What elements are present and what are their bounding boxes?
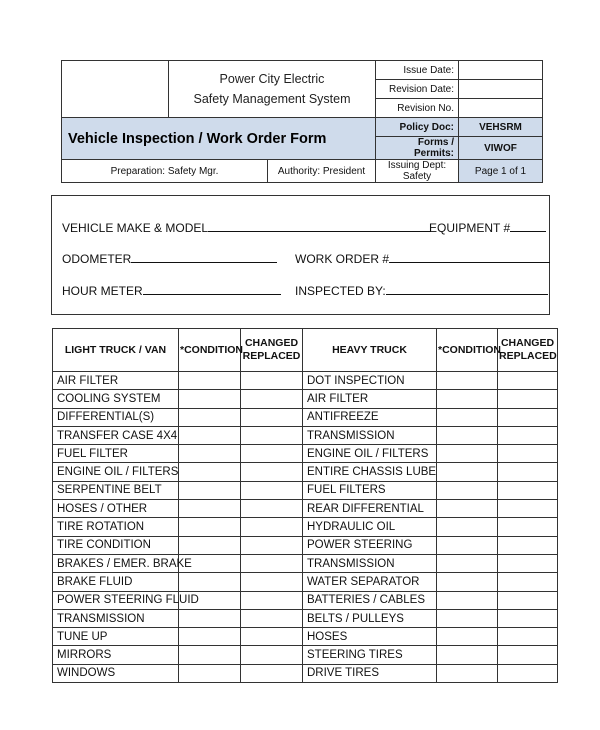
forms-permits-value: VIWOF — [459, 137, 543, 160]
table-row — [53, 372, 558, 390]
make-model-field[interactable] — [62, 219, 430, 235]
heavy-truck-item: BATTERIES / CABLES — [303, 591, 437, 609]
light-truck-item: TIRE CONDITION — [53, 536, 179, 554]
light-truck-item: HOSES / OTHER — [53, 500, 179, 518]
heavy-changed-cell[interactable] — [498, 591, 558, 609]
heavy-truck-item: DRIVE TIRES — [303, 664, 437, 682]
heavy-changed-cell[interactable] — [498, 445, 558, 463]
heavy-condition-cell[interactable] — [437, 500, 498, 518]
light-changed-cell[interactable] — [241, 664, 303, 682]
light-changed-cell[interactable] — [241, 481, 303, 499]
hour-meter-field[interactable] — [62, 282, 281, 298]
heavy-truck-item: BELTS / PULLEYS — [303, 609, 437, 627]
table-row — [53, 646, 558, 664]
company-cell — [169, 61, 376, 118]
light-truck-item: COOLING SYSTEM — [53, 390, 179, 408]
forms-permits-label: Forms / Permits: — [376, 137, 459, 160]
heavy-truck-item: AIR FILTER — [303, 390, 437, 408]
light-condition-cell[interactable] — [179, 372, 241, 390]
logo-cell — [62, 61, 169, 118]
heavy-condition-cell[interactable] — [437, 536, 498, 554]
table-row — [53, 536, 558, 554]
equipment-field[interactable] — [429, 219, 546, 235]
heavy-changed-cell[interactable] — [498, 390, 558, 408]
heavy-changed-cell[interactable] — [498, 628, 558, 646]
page-info: Page 1 of 1 — [459, 160, 543, 183]
heavy-condition-cell[interactable] — [437, 609, 498, 627]
light-condition-cell[interactable] — [179, 481, 241, 499]
heavy-truck-item: TRANSMISSION — [303, 554, 437, 572]
table-row — [53, 463, 558, 481]
form-title: Vehicle Inspection / Work Order Form — [62, 118, 376, 160]
light-condition-cell[interactable] — [179, 664, 241, 682]
table-row — [53, 390, 558, 408]
light-condition-cell[interactable] — [179, 646, 241, 664]
heavy-truck-item: HOSES — [303, 628, 437, 646]
work-order-label: WORK ORDER # — [295, 252, 390, 266]
light-changed-cell[interactable] — [241, 573, 303, 591]
light-truck-item: BRAKES / EMER. BRAKE — [53, 554, 179, 572]
table-row — [53, 609, 558, 627]
issuing-dept: Issuing Dept: Safety — [376, 160, 459, 183]
table-row — [53, 408, 558, 426]
heavy-truck-item: HYDRAULIC OIL — [303, 518, 437, 536]
inspection-body — [53, 372, 558, 683]
light-condition-cell[interactable] — [179, 609, 241, 627]
light-truck-item: TRANSMISSION — [53, 609, 179, 627]
heavy-truck-item: REAR DIFFERENTIAL — [303, 500, 437, 518]
heavy-truck-item: WATER SEPARATOR — [303, 573, 437, 591]
inspection-table — [52, 328, 558, 683]
inspection-header-row — [53, 329, 558, 372]
light-changed-cell[interactable] — [241, 628, 303, 646]
heavy-changed-cell[interactable] — [498, 463, 558, 481]
table-row — [53, 481, 558, 499]
light-changed-cell[interactable] — [241, 518, 303, 536]
light-truck-item: WINDOWS — [53, 664, 179, 682]
heavy-condition-cell[interactable] — [437, 554, 498, 572]
light-truck-item: MIRRORS — [53, 646, 179, 664]
odometer-label: ODOMETER — [62, 252, 132, 266]
light-changed-cell[interactable] — [241, 536, 303, 554]
work-order-field[interactable] — [295, 250, 550, 266]
heavy-changed-cell[interactable] — [498, 664, 558, 682]
light-changed-cell[interactable] — [241, 426, 303, 444]
heavy-truck-item: DOT INSPECTION — [303, 372, 437, 390]
light-changed-cell[interactable] — [241, 408, 303, 426]
light-condition-cell[interactable] — [179, 408, 241, 426]
revision-date-label: Revision Date: — [376, 80, 459, 99]
light-changed-cell[interactable] — [241, 372, 303, 390]
heavy-truck-item: ENTIRE CHASSIS LUBE — [303, 463, 437, 481]
table-row — [53, 591, 558, 609]
authority: Authority: President — [268, 160, 376, 183]
light-changed-cell[interactable] — [241, 445, 303, 463]
make-model-label: VEHICLE MAKE & MODEL — [62, 221, 209, 235]
light-truck-item: TUNE UP — [53, 628, 179, 646]
form-header — [61, 60, 543, 183]
light-truck-item: SERPENTINE BELT — [53, 481, 179, 499]
heavy-condition-cell[interactable] — [437, 463, 498, 481]
light-condition-cell[interactable] — [179, 463, 241, 481]
heavy-truck-item: FUEL FILTERS — [303, 481, 437, 499]
odometer-line[interactable] — [131, 250, 277, 263]
heavy-condition-cell[interactable] — [437, 591, 498, 609]
heavy-changed-cell[interactable] — [498, 518, 558, 536]
light-changed-cell[interactable] — [241, 554, 303, 572]
table-row — [53, 628, 558, 646]
heavy-truck-item: POWER STEERING — [303, 536, 437, 554]
issue-date-label: Issue Date: — [376, 61, 459, 80]
light-truck-item: BRAKE FLUID — [53, 573, 179, 591]
light-changed-cell[interactable] — [241, 390, 303, 408]
heavy-condition-cell[interactable] — [437, 390, 498, 408]
heavy-changed-cell[interactable] — [498, 500, 558, 518]
heavy-condition-cell[interactable] — [437, 646, 498, 664]
policy-doc-value: VEHSRM — [459, 118, 543, 137]
table-row — [53, 500, 558, 518]
hour-meter-label: HOUR METER — [62, 284, 143, 298]
light-condition-cell[interactable] — [179, 500, 241, 518]
light-condition-cell[interactable] — [179, 536, 241, 554]
heavy-condition-cell[interactable] — [437, 426, 498, 444]
table-row — [53, 573, 558, 591]
odometer-field[interactable] — [62, 250, 277, 266]
revision-no-value[interactable] — [459, 99, 543, 118]
policy-doc-label: Policy Doc: — [376, 118, 459, 137]
heavy-condition-cell[interactable] — [437, 664, 498, 682]
light-truck-item: DIFFERENTIAL(S) — [53, 408, 179, 426]
light-condition-cell[interactable] — [179, 426, 241, 444]
light-truck-item: POWER STEERING FLUID — [53, 591, 179, 609]
heavy-changed-cell[interactable] — [498, 646, 558, 664]
heavy-changed-cell[interactable] — [498, 609, 558, 627]
light-truck-item: FUEL FILTER — [53, 445, 179, 463]
make-model-line[interactable] — [208, 219, 430, 232]
issue-date-value[interactable] — [459, 61, 543, 80]
heavy-condition-cell[interactable] — [437, 408, 498, 426]
system-name: Safety Management System — [193, 92, 351, 106]
heavy-truck-item: ANTIFREEZE — [303, 408, 437, 426]
col-heavy-changed: CHANGED REPLACED — [498, 329, 558, 372]
heavy-changed-cell[interactable] — [498, 372, 558, 390]
light-truck-item: ENGINE OIL / FILTERS — [53, 463, 179, 481]
light-condition-cell[interactable] — [179, 390, 241, 408]
table-row — [53, 554, 558, 572]
col-heavy-truck: HEAVY TRUCK — [303, 329, 437, 372]
light-changed-cell[interactable] — [241, 609, 303, 627]
heavy-condition-cell[interactable] — [437, 481, 498, 499]
table-row — [53, 445, 558, 463]
preparation: Preparation: Safety Mgr. — [62, 160, 268, 183]
heavy-changed-cell[interactable] — [498, 573, 558, 591]
company-name: Power City Electric — [219, 72, 325, 86]
light-condition-cell[interactable] — [179, 628, 241, 646]
table-row — [53, 426, 558, 444]
light-condition-cell[interactable] — [179, 518, 241, 536]
revision-no-label: Revision No. — [376, 99, 459, 118]
col-heavy-condition: *CONDITION — [437, 329, 498, 372]
heavy-changed-cell[interactable] — [498, 408, 558, 426]
light-condition-cell[interactable] — [179, 445, 241, 463]
heavy-changed-cell[interactable] — [498, 536, 558, 554]
inspected-by-line[interactable] — [386, 282, 548, 295]
light-truck-item: TRANSFER CASE 4X4 — [53, 426, 179, 444]
work-order-line[interactable] — [389, 250, 550, 263]
heavy-truck-item: STEERING TIRES — [303, 646, 437, 664]
inspected-by-label: INSPECTED BY: — [295, 284, 386, 298]
heavy-condition-cell[interactable] — [437, 372, 498, 390]
heavy-condition-cell[interactable] — [437, 628, 498, 646]
light-changed-cell[interactable] — [241, 591, 303, 609]
col-light-condition: *CONDITION — [179, 329, 241, 372]
light-changed-cell[interactable] — [241, 646, 303, 664]
table-row — [53, 518, 558, 536]
heavy-condition-cell[interactable] — [437, 445, 498, 463]
heavy-changed-cell[interactable] — [498, 481, 558, 499]
col-light-truck: LIGHT TRUCK / VAN — [53, 329, 179, 372]
light-condition-cell[interactable] — [179, 573, 241, 591]
heavy-condition-cell[interactable] — [437, 518, 498, 536]
light-changed-cell[interactable] — [241, 463, 303, 481]
revision-date-value[interactable] — [459, 80, 543, 99]
vehicle-info-box — [51, 195, 550, 315]
heavy-truck-item: ENGINE OIL / FILTERS — [303, 445, 437, 463]
light-truck-item: AIR FILTER — [53, 372, 179, 390]
heavy-changed-cell[interactable] — [498, 554, 558, 572]
equipment-line[interactable] — [510, 219, 546, 232]
table-row — [53, 664, 558, 682]
inspected-by-field[interactable] — [295, 282, 548, 298]
heavy-changed-cell[interactable] — [498, 426, 558, 444]
heavy-condition-cell[interactable] — [437, 573, 498, 591]
light-truck-item: TIRE ROTATION — [53, 518, 179, 536]
hour-meter-line[interactable] — [143, 282, 281, 295]
col-light-changed: CHANGED REPLACED — [241, 329, 303, 372]
heavy-truck-item: TRANSMISSION — [303, 426, 437, 444]
light-changed-cell[interactable] — [241, 500, 303, 518]
equipment-label: EQUIPMENT # — [429, 221, 511, 235]
